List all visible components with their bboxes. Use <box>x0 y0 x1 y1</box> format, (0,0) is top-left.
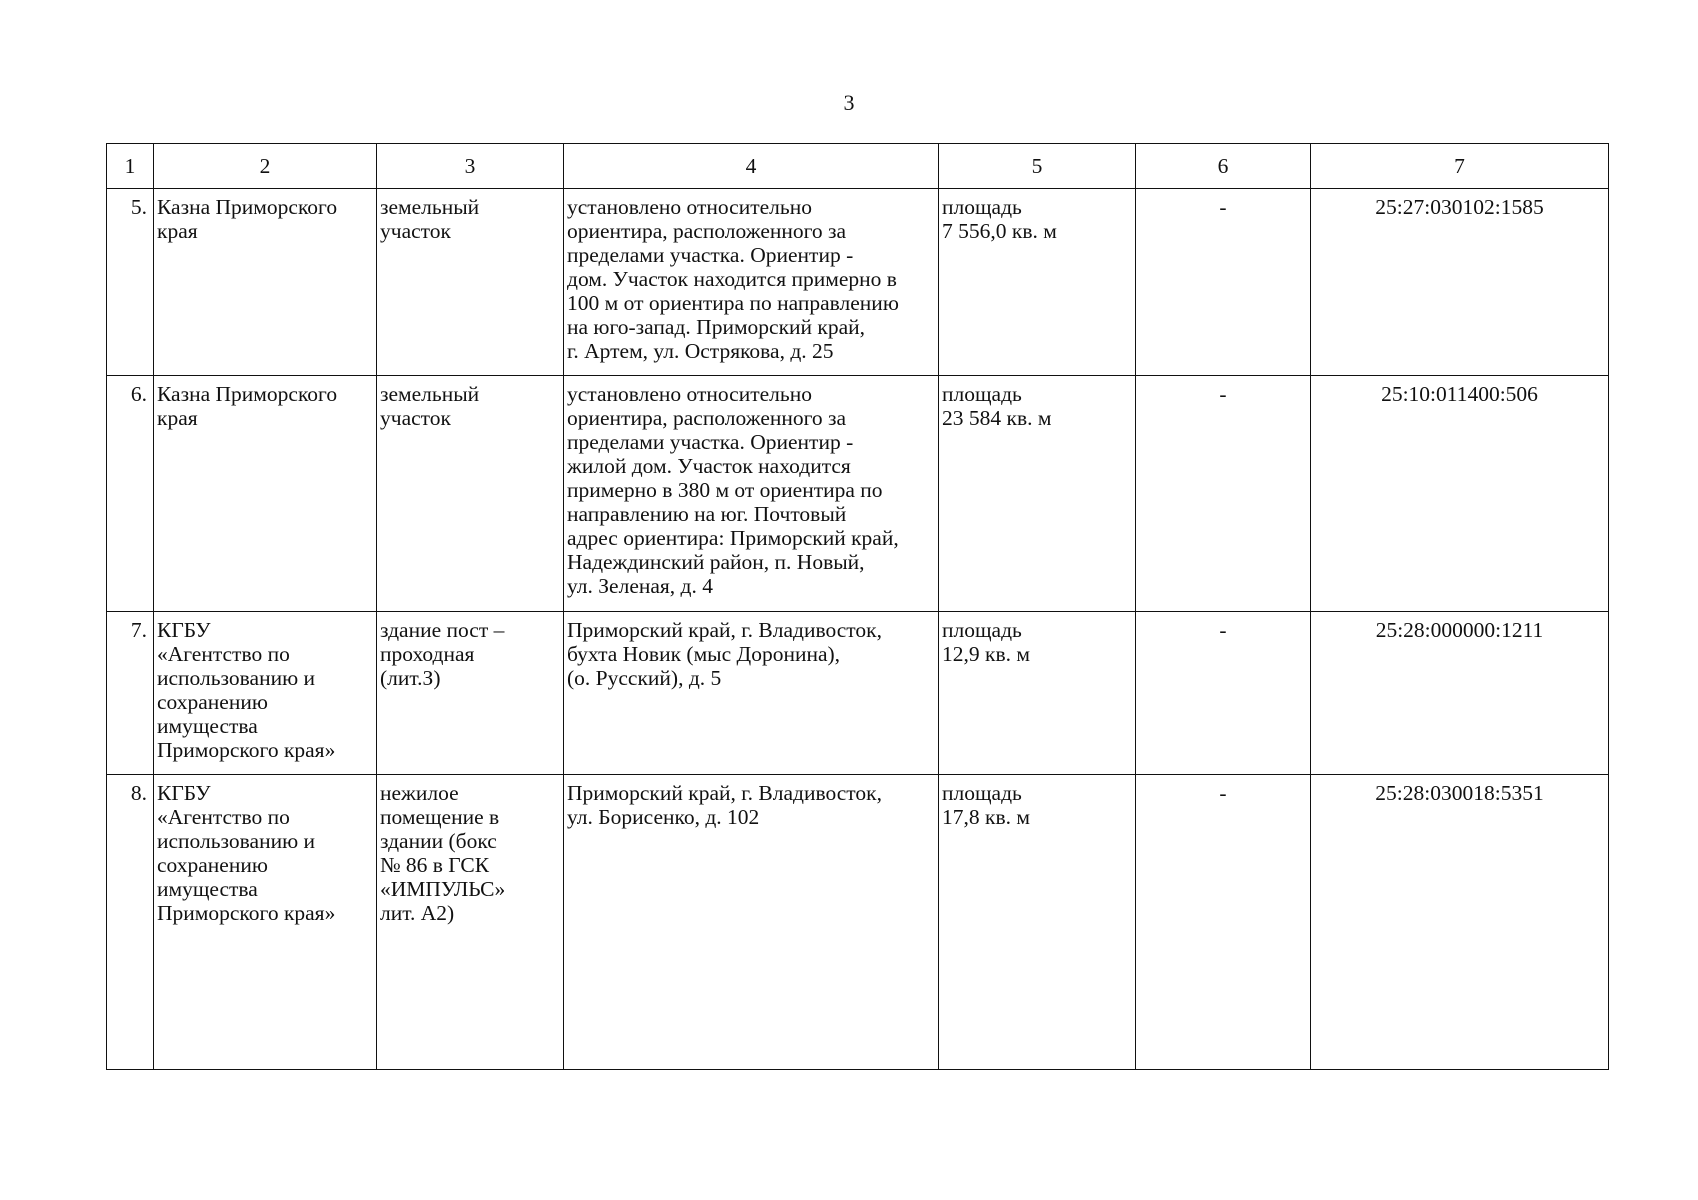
area-value: 7 556,0 кв. м <box>942 219 1057 243</box>
holder-line: Приморского края» <box>157 738 336 762</box>
address-cell <box>564 612 939 775</box>
holder-cell <box>154 189 377 376</box>
holder-cell <box>154 775 377 1070</box>
holder-line: Казна Приморского <box>157 382 338 406</box>
address-cell <box>564 376 939 612</box>
address-line: дом. Участок находится примерно в <box>567 267 897 291</box>
col6-cell: - <box>1136 189 1311 376</box>
type-cell <box>377 189 564 376</box>
column-header: 7 <box>1311 144 1609 189</box>
address-line: примерно в 380 м от ориентира по <box>567 478 883 502</box>
column-header: 2 <box>154 144 377 189</box>
col6-cell: - <box>1136 612 1311 775</box>
area-cell <box>939 775 1136 1070</box>
type-line: «ИМПУЛЬС» <box>380 877 506 901</box>
address-line: 100 м от ориентира по направлению <box>567 291 899 315</box>
cadastral-number: 25:27:030102:1585 <box>1311 189 1609 376</box>
type-line: участок <box>380 219 451 243</box>
col6-cell: - <box>1136 376 1311 612</box>
column-header: 1 <box>107 144 154 189</box>
address-line: установлено относительно <box>567 195 812 219</box>
address-cell <box>564 189 939 376</box>
address-line: направлению на юг. Почтовый <box>567 502 847 526</box>
address-line: ориентира, расположенного за <box>567 219 847 243</box>
holder-line: «Агентство по <box>157 642 290 666</box>
type-line: участок <box>380 406 451 430</box>
holder-line: использованию и <box>157 829 316 853</box>
cadastral-number: 25:28:030018:5351 <box>1311 775 1609 1070</box>
address-line: ул. Зеленая, д. 4 <box>567 574 713 598</box>
area-value: 17,8 кв. м <box>942 805 1030 829</box>
area-cell <box>939 376 1136 612</box>
row-number: 6. <box>107 376 154 612</box>
address-line: Приморский край, г. Владивосток, <box>567 781 882 805</box>
address-line: ул. Борисенко, д. 102 <box>567 805 760 829</box>
type-line: земельный <box>380 195 480 219</box>
holder-line: края <box>157 219 198 243</box>
holder-line: «Агентство по <box>157 805 290 829</box>
address-cell <box>564 775 939 1070</box>
holder-line: края <box>157 406 198 430</box>
address-line: адрес ориентира: Приморский край, <box>567 526 899 550</box>
cadastral-number: 25:10:011400:506 <box>1311 376 1609 612</box>
holder-line: Казна Приморского <box>157 195 338 219</box>
holder-cell <box>154 612 377 775</box>
type-line: проходная <box>380 642 475 666</box>
holder-line: КГБУ <box>157 781 211 805</box>
area-cell <box>939 612 1136 775</box>
holder-line: имущества <box>157 714 258 738</box>
column-header: 5 <box>939 144 1136 189</box>
type-cell <box>377 612 564 775</box>
table-row <box>107 189 1609 376</box>
address-line: установлено относительно <box>567 382 812 406</box>
type-cell <box>377 376 564 612</box>
area-label: площадь <box>942 781 1022 805</box>
area-value: 12,9 кв. м <box>942 642 1030 666</box>
type-line: лит. А2) <box>380 901 455 925</box>
column-header: 4 <box>564 144 939 189</box>
column-header: 6 <box>1136 144 1311 189</box>
holder-line: КГБУ <box>157 618 211 642</box>
address-line: Надеждинский район, п. Новый, <box>567 550 865 574</box>
type-line: нежилое <box>380 781 459 805</box>
holder-line: имущества <box>157 877 258 901</box>
row-number: 7. <box>107 612 154 775</box>
holder-line: использованию и <box>157 666 316 690</box>
address-line: на юго-запад. Приморский край, <box>567 315 866 339</box>
header-row <box>107 144 1609 189</box>
area-label: площадь <box>942 618 1022 642</box>
cadastral-number: 25:28:000000:1211 <box>1311 612 1609 775</box>
address-line: пределами участка. Ориентир - <box>567 430 854 454</box>
address-line: бухта Новик (мыс Доронина), <box>567 642 841 666</box>
column-header: 3 <box>377 144 564 189</box>
type-line: помещение в <box>380 805 500 829</box>
area-value: 23 584 кв. м <box>942 406 1052 430</box>
address-line: жилой дом. Участок находится <box>567 454 851 478</box>
type-line: земельный <box>380 382 480 406</box>
holder-line: сохранению <box>157 853 268 877</box>
type-cell <box>377 775 564 1070</box>
type-line: здании (бокс <box>380 829 497 853</box>
area-label: площадь <box>942 382 1022 406</box>
col6-cell: - <box>1136 775 1311 1070</box>
address-line: пределами участка. Ориентир - <box>567 243 854 267</box>
holder-line: Приморского края» <box>157 901 336 925</box>
type-line: (лит.З) <box>380 666 441 690</box>
property-table <box>106 143 1609 1070</box>
table-row <box>107 376 1609 612</box>
type-line: здание пост – <box>380 618 505 642</box>
address-line: (о. Русский), д. 5 <box>567 666 722 690</box>
row-number: 8. <box>107 775 154 1070</box>
holder-cell <box>154 376 377 612</box>
area-cell <box>939 189 1136 376</box>
page-number: 3 <box>843 90 855 115</box>
table-row <box>107 775 1609 1070</box>
area-label: площадь <box>942 195 1022 219</box>
address-line: Приморский край, г. Владивосток, <box>567 618 882 642</box>
table-row <box>107 612 1609 775</box>
address-line: ориентира, расположенного за <box>567 406 847 430</box>
type-line: № 86 в ГСК <box>380 853 490 877</box>
row-number: 5. <box>107 189 154 376</box>
holder-line: сохранению <box>157 690 268 714</box>
address-line: г. Артем, ул. Острякова, д. 25 <box>567 339 834 363</box>
